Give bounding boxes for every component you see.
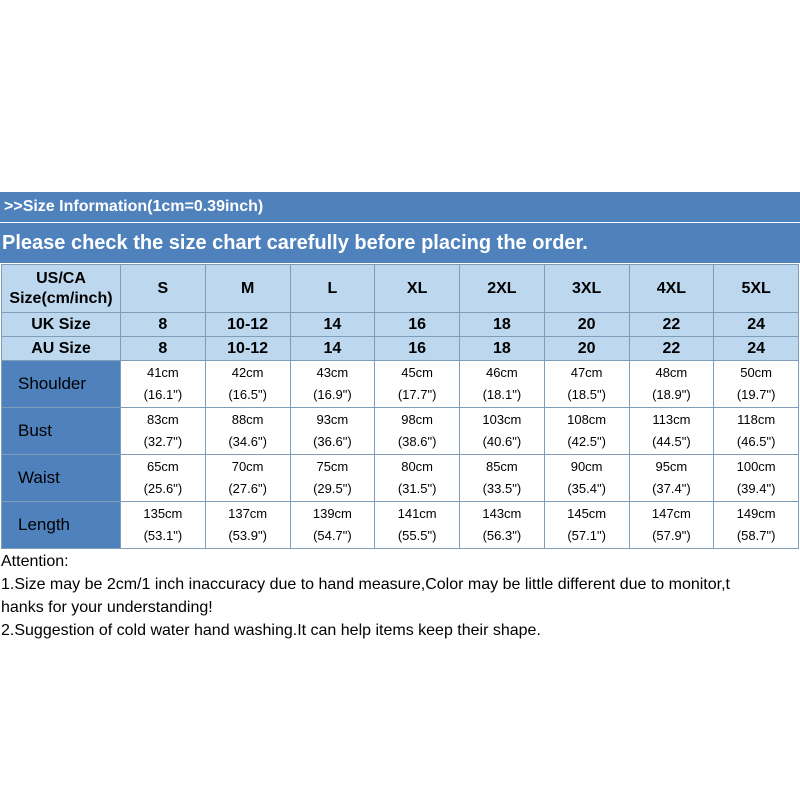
note-line-1a: 1.Size may be 2cm/1 inch inaccuracy due to hand measure,Color may be little different due to monitor,t	[1, 576, 730, 593]
waist-cell	[205, 455, 290, 502]
length-cell	[375, 502, 460, 549]
bust-cell	[460, 408, 545, 455]
size-cell: S	[121, 265, 206, 313]
au-size-cell: 16	[375, 337, 460, 361]
inch-value: (56.3")	[482, 528, 522, 543]
shoulder-cell	[714, 361, 799, 408]
inch-value: (54.7")	[313, 528, 352, 543]
size-cell: L	[290, 265, 375, 313]
cm-value: 88cm	[231, 412, 264, 427]
cm-value: 50cm	[740, 365, 773, 380]
bust-cell	[121, 408, 206, 455]
au-size-cell: 24	[714, 337, 799, 361]
inch-value: (19.7")	[736, 387, 776, 402]
cm-value: 41cm	[146, 365, 179, 380]
us-ca-label-line2: Size(cm/inch)	[9, 289, 113, 307]
inch-value: (16.1")	[143, 387, 183, 402]
waist-cell	[460, 455, 545, 502]
inch-value: (57.1")	[567, 528, 606, 543]
banner	[0, 192, 800, 264]
uk-size-row	[2, 313, 799, 337]
uk-size-cell: 24	[714, 313, 799, 337]
cm-value: 98cm	[401, 412, 434, 427]
inch-value: (16.5")	[228, 387, 267, 402]
inch-value: (53.9")	[228, 528, 267, 543]
inch-value: (18.5")	[567, 387, 606, 402]
attention-title: Attention:	[1, 553, 69, 570]
inch-value: (53.1")	[143, 528, 183, 543]
cm-value: 42cm	[231, 365, 264, 380]
inch-value: (37.4")	[652, 481, 691, 496]
length-cell	[121, 502, 206, 549]
cm-value: 143cm	[482, 506, 522, 521]
inch-value: (42.5")	[567, 434, 606, 449]
us-ca-label-line1: US/CA	[36, 269, 86, 287]
length-row	[2, 502, 799, 549]
shoulder-cell	[121, 361, 206, 408]
shoulder-cell	[460, 361, 545, 408]
au-size-row	[2, 337, 799, 361]
bust-cell	[290, 408, 375, 455]
length-cell	[629, 502, 714, 549]
cm-value: 147cm	[651, 506, 691, 521]
size-header-row	[2, 265, 799, 313]
cm-value: 93cm	[316, 412, 349, 427]
waist-cell	[544, 455, 629, 502]
inch-value: (32.7")	[143, 434, 183, 449]
cm-value: 83cm	[146, 412, 179, 427]
waist-cell	[375, 455, 460, 502]
cm-value: 85cm	[485, 459, 518, 474]
cm-value: 80cm	[401, 459, 434, 474]
cm-value: 70cm	[231, 459, 264, 474]
bust-cell	[205, 408, 290, 455]
uk-size-cell: 8	[121, 313, 206, 337]
inch-value: (55.5")	[397, 528, 437, 543]
check-size-notice: Please check the size chart carefully before placing the order.	[0, 223, 800, 264]
size-cell: 3XL	[544, 265, 629, 313]
inch-value: (33.5")	[482, 481, 522, 496]
shoulder-cell	[629, 361, 714, 408]
size-cell: 4XL	[629, 265, 714, 313]
inch-value: (29.5")	[313, 481, 352, 496]
length-cell	[544, 502, 629, 549]
inch-value: (16.9")	[313, 387, 352, 402]
au-size-cell: 8	[121, 337, 206, 361]
inch-value: (27.6")	[228, 481, 267, 496]
length-cell	[205, 502, 290, 549]
waist-cell	[121, 455, 206, 502]
length-cell	[460, 502, 545, 549]
uk-size-cell: 22	[629, 313, 714, 337]
cm-value: 48cm	[655, 365, 688, 380]
cm-value: 65cm	[146, 459, 179, 474]
au-size-cell: 14	[290, 337, 375, 361]
bust-cell	[629, 408, 714, 455]
cm-value: 100cm	[736, 459, 776, 474]
cm-value: 90cm	[570, 459, 603, 474]
waist-cell	[629, 455, 714, 502]
uk-size-label: UK Size	[2, 313, 121, 337]
inch-value: (44.5")	[652, 434, 691, 449]
shoulder-cell	[290, 361, 375, 408]
cm-value: 135cm	[143, 506, 183, 521]
uk-size-cell: 14	[290, 313, 375, 337]
size-table	[1, 264, 799, 549]
cm-value: 145cm	[567, 506, 607, 521]
bust-cell	[714, 408, 799, 455]
inch-value: (39.4")	[736, 481, 776, 496]
size-cell: 5XL	[714, 265, 799, 313]
inch-value: (38.6")	[397, 434, 437, 449]
au-size-cell: 20	[544, 337, 629, 361]
uk-size-cell: 18	[460, 313, 545, 337]
bust-cell	[375, 408, 460, 455]
us-ca-size-label	[2, 265, 121, 313]
shoulder-cell	[544, 361, 629, 408]
shoulder-label: Shoulder	[2, 361, 121, 408]
inch-value: (18.1")	[482, 387, 522, 402]
size-cell: M	[205, 265, 290, 313]
cm-value: 141cm	[397, 506, 437, 521]
au-size-cell: 18	[460, 337, 545, 361]
waist-row	[2, 455, 799, 502]
inch-value: (46.5")	[736, 434, 776, 449]
waist-label: Waist	[2, 455, 121, 502]
cm-value: 103cm	[482, 412, 522, 427]
inch-value: (25.6")	[143, 481, 183, 496]
size-info-title: >>Size Information(1cm=0.39inch)	[0, 192, 800, 223]
waist-cell	[290, 455, 375, 502]
shoulder-cell	[375, 361, 460, 408]
inch-value: (36.6")	[313, 434, 352, 449]
attention-notes	[0, 550, 800, 642]
length-label: Length	[2, 502, 121, 549]
length-cell	[714, 502, 799, 549]
cm-value: 47cm	[570, 365, 603, 380]
cm-value: 108cm	[567, 412, 607, 427]
inch-value: (17.7")	[397, 387, 437, 402]
bust-row	[2, 408, 799, 455]
size-cell: XL	[375, 265, 460, 313]
inch-value: (35.4")	[567, 481, 606, 496]
cm-value: 43cm	[316, 365, 349, 380]
length-cell	[290, 502, 375, 549]
inch-value: (58.7")	[736, 528, 776, 543]
inch-value: (18.9")	[652, 387, 691, 402]
uk-size-cell: 20	[544, 313, 629, 337]
cm-value: 139cm	[312, 506, 352, 521]
waist-cell	[714, 455, 799, 502]
note-line-2: 2.Suggestion of cold water hand washing.It can help items keep their shape.	[1, 622, 541, 639]
cm-value: 46cm	[485, 365, 518, 380]
bust-label: Bust	[2, 408, 121, 455]
uk-size-cell: 10-12	[205, 313, 290, 337]
au-size-label: AU Size	[2, 337, 121, 361]
cm-value: 137cm	[228, 506, 268, 521]
bust-cell	[544, 408, 629, 455]
cm-value: 45cm	[401, 365, 434, 380]
inch-value: (57.9")	[652, 528, 691, 543]
inch-value: (31.5")	[397, 481, 437, 496]
size-cell: 2XL	[460, 265, 545, 313]
note-line-1b: hanks for your understanding!	[1, 599, 213, 616]
shoulder-cell	[205, 361, 290, 408]
cm-value: 118cm	[737, 412, 776, 427]
cm-value: 113cm	[652, 412, 691, 427]
cm-value: 95cm	[655, 459, 688, 474]
inch-value: (34.6")	[228, 434, 267, 449]
cm-value: 75cm	[316, 459, 349, 474]
size-chart	[0, 192, 800, 642]
au-size-cell: 22	[629, 337, 714, 361]
cm-value: 149cm	[736, 506, 776, 521]
uk-size-cell: 16	[375, 313, 460, 337]
shoulder-row	[2, 361, 799, 408]
au-size-cell: 10-12	[205, 337, 290, 361]
inch-value: (40.6")	[482, 434, 522, 449]
